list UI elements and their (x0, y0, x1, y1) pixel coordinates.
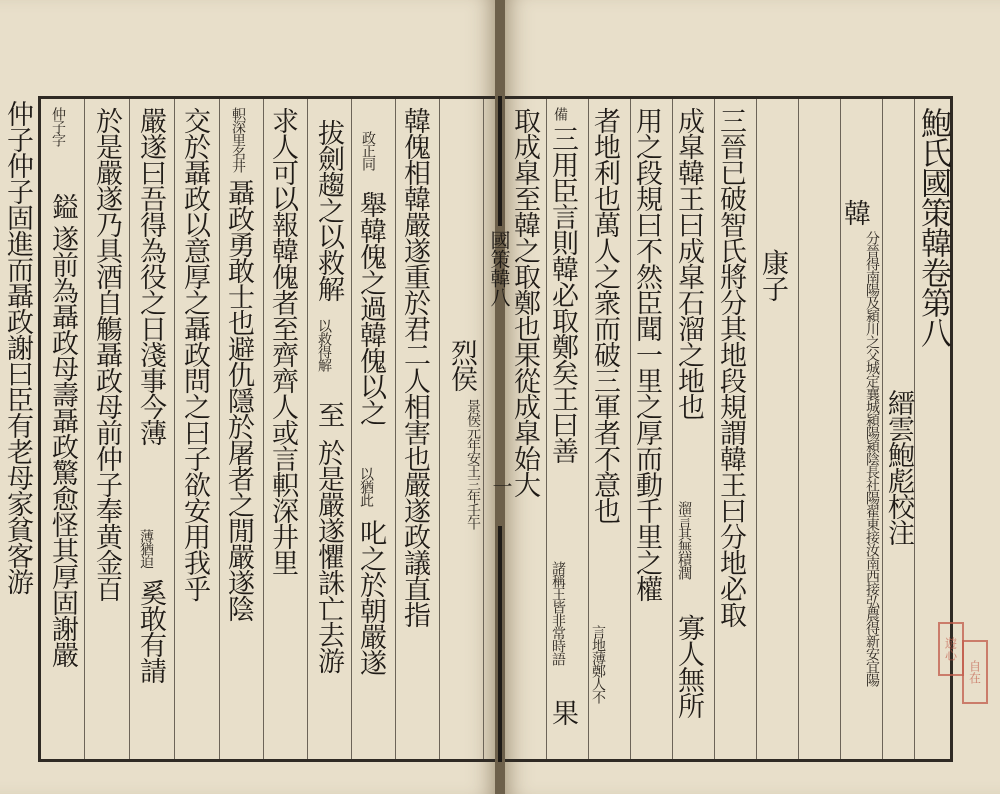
heading-liehou: 烈侯 (446, 339, 477, 391)
fore-edge-title: 國策韓八 (487, 230, 511, 306)
seal-stamp: 自在 (962, 640, 988, 704)
inline-note: 政正同 (360, 131, 376, 170)
text-column: 寡人無所 (673, 614, 704, 718)
text-column: 嚴遂曰吾得為役之日淺事今薄 (135, 107, 166, 445)
left-text-frame (38, 96, 495, 762)
text-column: 叱之於朝嚴遂 (355, 519, 386, 675)
text-column: 鎰 (47, 193, 78, 219)
text-column: 果 (547, 699, 578, 725)
text-column: 至 (313, 401, 344, 427)
page-number: 一 (489, 476, 513, 495)
volume-title: 鮑氏國策韓卷第八 (915, 107, 951, 347)
inline-note: 薄猶迫 (138, 529, 154, 568)
text-column: 三晉已破智氏將分其地段規謂韓王曰分地必取 (715, 107, 746, 627)
text-column: 用之段規曰不然臣聞一里之厚而動千里之權 (631, 107, 662, 601)
text-column: 遂前為聶政母壽聶政驚愈怪其厚固謝嚴 (47, 225, 78, 667)
inline-note: 景侯元年安王三年壬午 (465, 399, 481, 529)
text-column: 求人可以報韓傀者至齊齊人或言軹深井里 (267, 107, 298, 575)
text-column: 韓傀相韓嚴遂重於君二人相害也嚴遂政議直指 (399, 107, 430, 627)
inline-note: 備 (552, 107, 568, 120)
inline-note: 仲子字 (50, 107, 66, 146)
text-column: 舉韓傀之過韓傀以之 (355, 191, 386, 425)
inline-note: 諸稱王皆非常時語 (550, 561, 566, 665)
inline-note: 溜言其無積潤 (676, 501, 692, 579)
text-column: 者地利也萬人之衆而破三軍者不意也 (589, 107, 620, 523)
text-column: 聶政勇敢士也避仇隱於屠者之閒嚴遂陰 (223, 179, 254, 621)
center-strip (483, 96, 517, 762)
section-heading-han: 韓 (839, 199, 870, 225)
inline-note: 軹深里名井 (230, 107, 246, 172)
text-column: 三用臣言則韓必取鄭矣王曰善 (547, 125, 578, 463)
inline-note: 言地薄鄭人不 (590, 625, 606, 703)
text-column: 奚敢有請 (135, 579, 166, 683)
text-column: 成皐韓王曰成皐石溜之地也 (673, 107, 704, 419)
inline-note: 以猶此 (358, 467, 374, 506)
heading-kangzi: 康子 (757, 249, 788, 301)
text-column: 於是嚴遂懼誅亡去游 (313, 439, 344, 673)
right-text-frame (505, 96, 953, 762)
text-column: 仲子仲子固進而聶政謝曰臣有老母家貧客游 (2, 100, 33, 594)
author-credit: 縉雲鮑彪校注 (883, 389, 914, 545)
inline-note: 以救得解 (316, 319, 332, 371)
text-column: 交於聶政以意厚之聶政問之曰子欲安用我乎 (179, 107, 210, 601)
seal-stamp: 遊心 (938, 622, 964, 676)
han-annotation: 分晉得南陽及潁川之父城定襄城潁陽潁陰長社陽翟東接汝南西接弘農得新安宜陽 (864, 231, 880, 686)
text-column: 取成皐至韓之取鄭也果從成皐始大 (509, 107, 540, 497)
text-column: 拔劍趨之以救解 (313, 119, 344, 301)
text-column: 於是嚴遂乃具酒自觴聶政母前仲子奉黄金百 (91, 107, 122, 601)
